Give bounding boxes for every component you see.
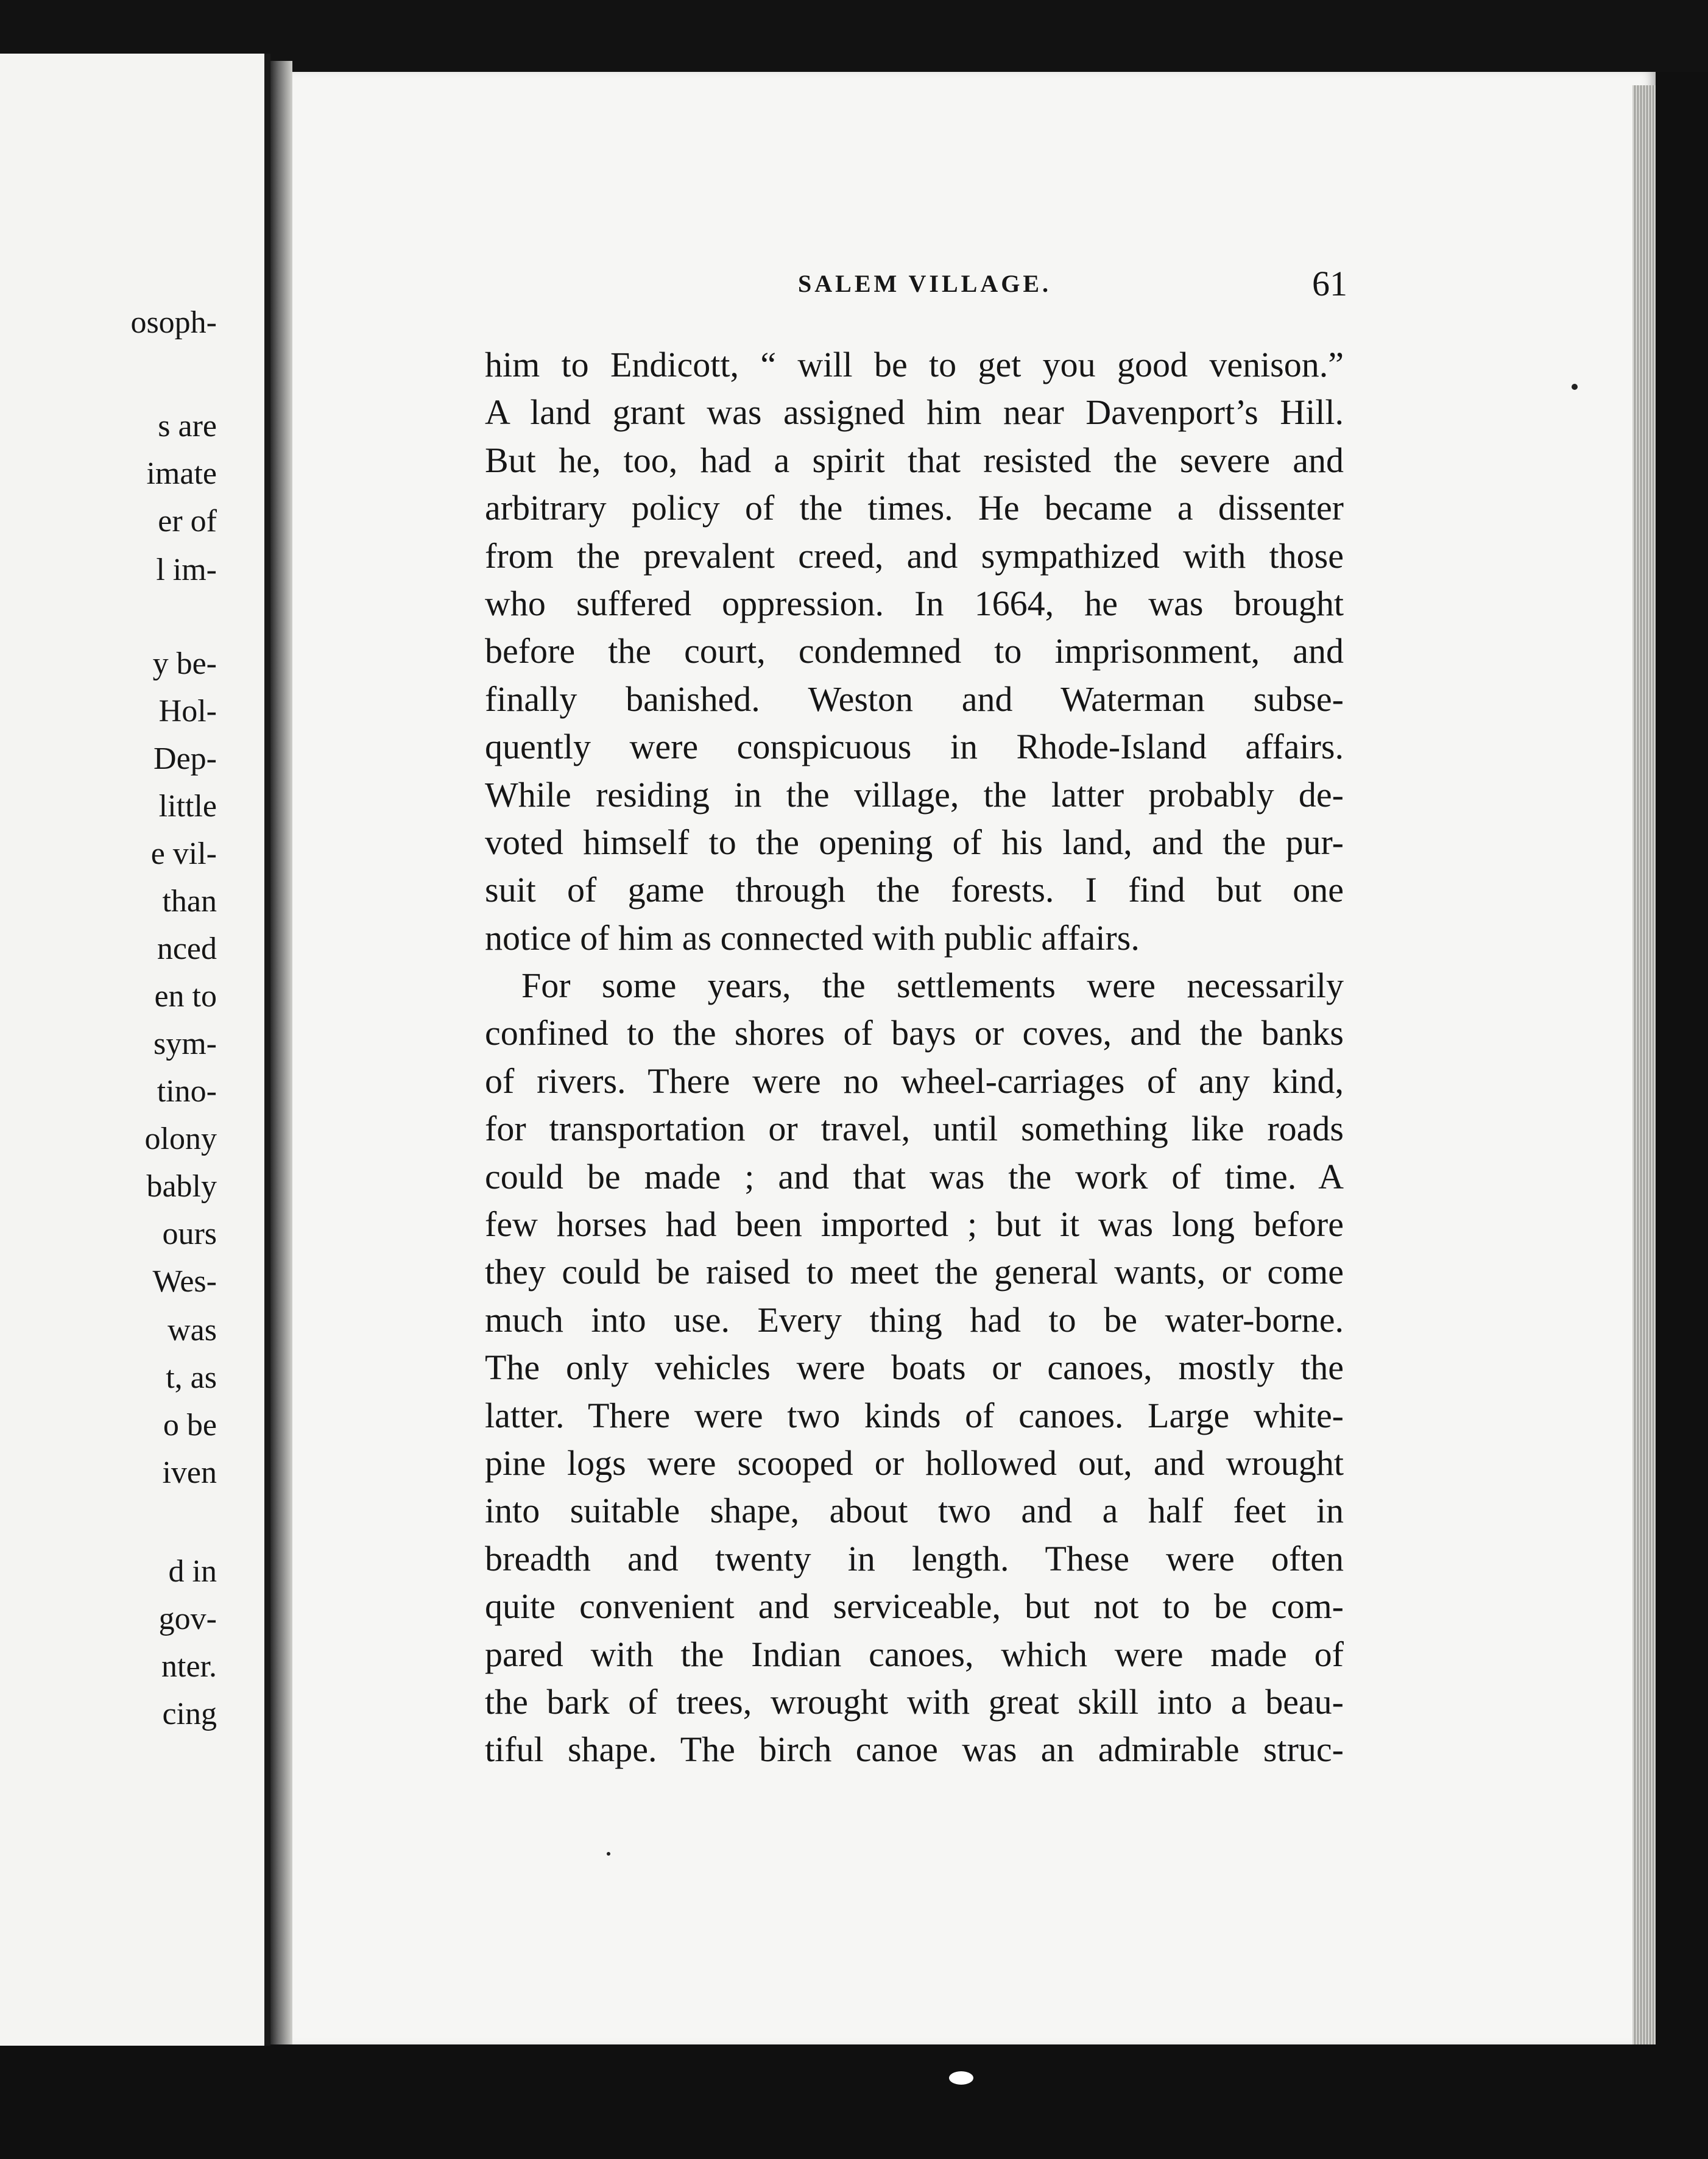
left-page-line: imate: [146, 456, 217, 491]
left-page-line: cing: [162, 1697, 217, 1731]
text-line: few horses had been imported ; but it was long before: [485, 1204, 1344, 1245]
left-page-line: Dep-: [154, 741, 217, 776]
left-page-line: tino-: [157, 1074, 217, 1109]
text-line: notice of him as connected with public affairs.: [485, 917, 1140, 958]
text-line: The only vehicles were boats or canoes, mostly the: [485, 1348, 1344, 1388]
left-page-line: y be-: [152, 646, 217, 681]
text-line: But he, too, had a spirit that resisted the severe and: [485, 440, 1344, 480]
left-page-line: l im-: [156, 553, 217, 587]
left-page-line: en to: [154, 979, 217, 1014]
book-spine: [270, 61, 292, 2044]
page-number: 61: [1312, 264, 1347, 303]
paragraph: [485, 962, 1344, 1774]
text-line: quite convenient and serviceable, but not to be com-: [485, 1586, 1344, 1627]
text-line: A land grant was assigned him near Davenport’s Hill.: [485, 392, 1344, 433]
left-page-line: t, as: [166, 1360, 217, 1395]
text-line: tiful shape. The birch canoe was an admirable struc-: [485, 1730, 1344, 1770]
left-page: [0, 54, 270, 2046]
left-page-line: s are: [158, 409, 217, 443]
page-edge: [1632, 85, 1656, 2044]
text-line: who suffered oppression. In 1664, he was brought: [485, 583, 1344, 623]
text-line: could be made ; and that was the work of time. A: [485, 1156, 1344, 1196]
text-line: While residing in the village, the latter probably de-: [485, 774, 1344, 814]
text-line: For some years, the settlements were necessarily: [521, 966, 1344, 1006]
left-page-line: bably: [146, 1169, 217, 1204]
left-page-line: sym-: [154, 1026, 217, 1061]
left-page-line: nter.: [161, 1649, 217, 1684]
text-line: pine logs were scooped or hollowed out, and wrought: [485, 1443, 1344, 1483]
left-page-line: was: [168, 1313, 217, 1348]
text-line: they could be raised to meet the general wants, or come: [485, 1252, 1344, 1292]
left-page-line: er of: [158, 504, 217, 539]
scan-speck: [949, 2071, 973, 2085]
left-page-line: gov-: [158, 1602, 217, 1636]
left-page-line: Wes-: [152, 1264, 217, 1299]
left-page-line: iven: [162, 1455, 217, 1490]
text-line: from the prevalent creed, and sympathized with those: [485, 535, 1344, 576]
text-line: pared with the Indian canoes, which were made of: [485, 1634, 1344, 1674]
scan-speck: [607, 1852, 610, 1856]
left-page-line: d in: [168, 1554, 217, 1589]
text-line: before the court, condemned to imprisonment, and: [485, 631, 1344, 671]
left-page-line: o be: [163, 1408, 217, 1443]
running-head: SALEM VILLAGE.: [798, 270, 1052, 297]
text-line: suit of game through the forests. I find but one: [485, 870, 1344, 910]
text-line: the bark of trees, wrought with great skill into a beau-: [485, 1681, 1344, 1722]
text-line: quently were conspicuous in Rhode-Island affairs.: [485, 727, 1344, 767]
text-line: arbitrary policy of the times. He became a dissenter: [485, 488, 1344, 528]
text-line: of rivers. There were no wheel-carriages of any kind,: [485, 1061, 1344, 1101]
left-page-line: osoph-: [130, 305, 217, 340]
text-line: voted himself to the opening of his land, and the pur-: [485, 822, 1344, 862]
left-page-line: nced: [157, 931, 217, 966]
text-line: latter. There were two kinds of canoes. Large white-: [485, 1395, 1344, 1435]
left-page-line: little: [158, 789, 217, 824]
left-page-line: ours: [162, 1217, 217, 1251]
left-page-line: olony: [144, 1122, 217, 1156]
left-page-line: Hol-: [158, 694, 217, 729]
text-line: breadth and twenty in length. These were often: [485, 1538, 1344, 1578]
left-page-line: e vil-: [150, 836, 217, 871]
scan-border-right: [1656, 72, 1708, 2046]
text-line: much into use. Every thing had to be water-borne.: [485, 1299, 1344, 1340]
scan-border-bottom: [0, 2044, 1708, 2159]
text-line: finally banished. Weston and Waterman subse-: [485, 679, 1344, 719]
text-line: for transportation or travel, until something like roads: [485, 1109, 1344, 1149]
text-line: him to Endicott, “ will be to get you good venison.”: [485, 345, 1344, 384]
scan-speck: [1572, 384, 1578, 390]
left-page-line: than: [162, 884, 217, 919]
body-text: [485, 341, 1344, 1774]
text-line: confined to the shores of bays or coves, and the banks: [485, 1013, 1344, 1053]
paragraph: [485, 341, 1344, 962]
text-line: into suitable shape, about two and a half feet in: [485, 1491, 1344, 1531]
